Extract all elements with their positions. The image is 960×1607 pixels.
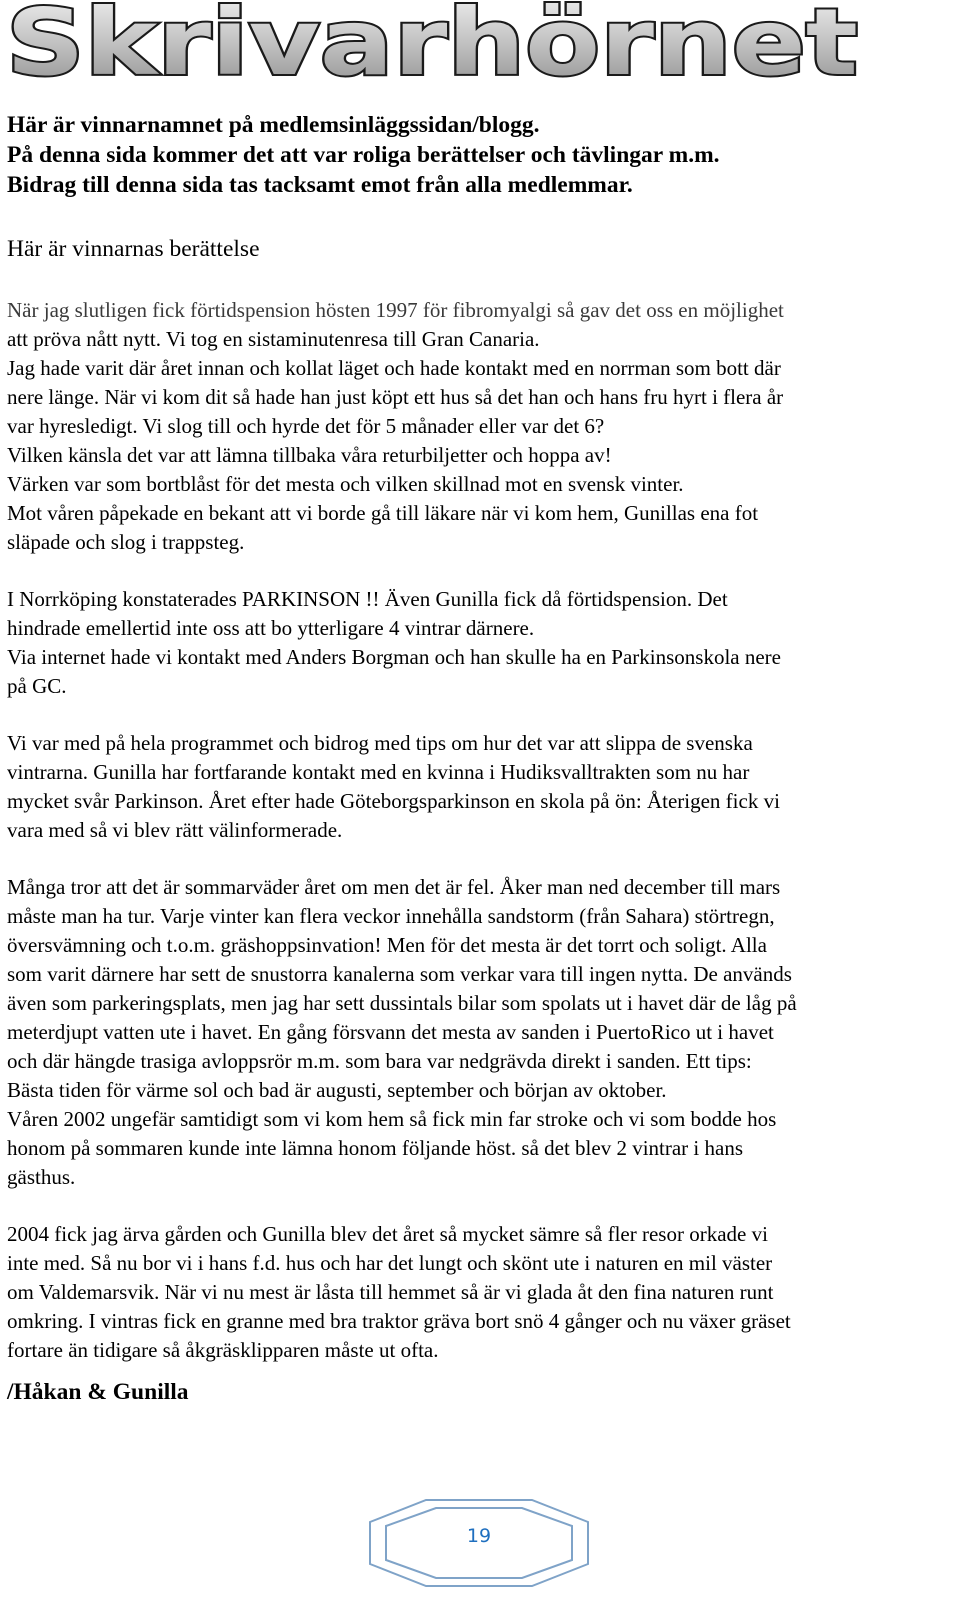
story-line: inte med. Så nu bor vi i hans f.d. hus och har det lungt och skönt ute i naturen en mil väster xyxy=(7,1251,773,1275)
story-line: och där hängde trasiga avloppsrör m.m. som bara var nedgrävda direkt i sanden. Ett tips: xyxy=(7,1049,752,1073)
story-line: vara med så vi blev rätt välinformerade. xyxy=(7,818,343,842)
logo-text: Skrivarhörnet xyxy=(6,0,858,86)
story-line: på GC. xyxy=(7,674,67,698)
story-line: 2004 fick jag ärva gården och Gunilla blev det året så mycket sämre så fler resor orkade vi xyxy=(7,1222,768,1246)
story-line: även som parkeringsplats, men jag har sett dussintals bilar som spolats ut i havet där de låg på xyxy=(7,991,797,1015)
story-line: Jag hade varit där året innan och kollat läget och hade kontakt med en norrman som bott där xyxy=(7,356,781,380)
skrivarhornet-logo xyxy=(6,0,886,86)
story-line: Vilken känsla det var att lämna tillbaka våra returbiljetter och hoppa av! xyxy=(7,443,612,467)
story-line: nere länge. När vi kom dit så hade han just köpt ett hus så det han och hans fru hyrt i flera år xyxy=(7,385,784,409)
story-line: gästhus. xyxy=(7,1165,76,1189)
story-line: som varit därnere har sett de snustorra kanalerna som verkar vara till ingen nytta. De används xyxy=(7,962,792,986)
intro-block xyxy=(7,110,952,200)
story-line: honom på sommaren kunde inte lämna honom följande höst. så det blev 2 vintrar i hans xyxy=(7,1136,744,1160)
page-number-badge xyxy=(366,1496,592,1590)
paragraph-gap xyxy=(7,845,953,873)
paragraph-gap xyxy=(7,701,953,729)
story-line: omkring. I vintras fick en granne med bra traktor gräva bort snö 4 gånger och nu växer gräset xyxy=(7,1309,791,1333)
intro-line: På denna sida kommer det att var roliga berättelser och tävlingar m.m. xyxy=(7,142,720,168)
paragraph-gap xyxy=(7,557,953,585)
story-line: Värken var som bortblåst för det mesta och vilken skillnad mot en svensk vinter. xyxy=(7,472,684,496)
story-line: översvämning och t.o.m. gräshoppsinvation! Men för det mesta är det torrt och soligt. Alla xyxy=(7,933,767,957)
story-title: Här är vinnarnas berättelse xyxy=(7,236,260,262)
story-line: att pröva nått nytt. Vi tog en sistaminutenresa till Gran Canaria. xyxy=(7,327,540,351)
story-line: var hyresledigt. Vi slog till och hyrde det för 5 månader eller var det 6? xyxy=(7,414,605,438)
intro-line: Här är vinnarnamnet på medlemsinläggssidan/blogg. xyxy=(7,112,540,138)
page-number: 19 xyxy=(466,1525,492,1547)
story-line: vintrarna. Gunilla har fortfarande kontakt med en kvinna i Hudiksvalltrakten som nu har xyxy=(7,760,750,784)
story-line: måste man ha tur. Varje vinter kan flera veckor innehålla sandstorm (från Sahara) störtregn, xyxy=(7,904,775,928)
paragraph-gap xyxy=(7,1192,953,1220)
story-line: Många tror att det är sommarväder året om men det är fel. Åker man ned december till mars xyxy=(7,875,781,899)
story-line: Mot våren påpekade en bekant att vi borde gå till läkare när vi kom hem, Gunillas ena fot xyxy=(7,501,759,525)
story-line: Vi var med på hela programmet och bidrog med tips om hur det var att slippa de svenska xyxy=(7,731,753,755)
intro-line: Bidrag till denna sida tas tacksamt emot från alla medlemmar. xyxy=(7,172,633,198)
story-line: När jag slutligen fick förtidspension hösten 1997 för fibromyalgi så gav det oss en möjlighet xyxy=(7,298,784,322)
story-line: Via internet hade vi kontakt med Anders Borgman och han skulle ha en Parkinsonskola nere xyxy=(7,645,781,669)
story-line: släpade och slog i trappsteg. xyxy=(7,530,245,554)
story-line: Bästa tiden för värme sol och bad är augusti, september och början av oktober. xyxy=(7,1078,667,1102)
story-line: hindrade emellertid inte oss att bo ytterligare 4 vintrar därnere. xyxy=(7,616,535,640)
story-line: fortare än tidigare så åkgräsklipparen måste ut ofta. xyxy=(7,1338,439,1362)
story-line: Våren 2002 ungefär samtidigt som vi kom hem så fick min far stroke och vi som bodde hos xyxy=(7,1107,777,1131)
story-body xyxy=(7,296,953,1365)
story-line: om Valdemarsvik. När vi nu mest är låsta till hemmet så är vi glada åt den fina naturen runt xyxy=(7,1280,774,1304)
story-line: meterdjupt vatten ute i havet. En gång försvann det mesta av sanden i PuertoRico ut i havet xyxy=(7,1020,774,1044)
story-line: mycket svår Parkinson. Året efter hade Göteborgsparkinson en skola på ön: Återigen fick vi xyxy=(7,789,780,813)
signature: /Håkan & Gunilla xyxy=(7,1379,189,1405)
story-line: I Norrköping konstaterades PARKINSON !! Även Gunilla fick då förtidspension. Det xyxy=(7,587,728,611)
